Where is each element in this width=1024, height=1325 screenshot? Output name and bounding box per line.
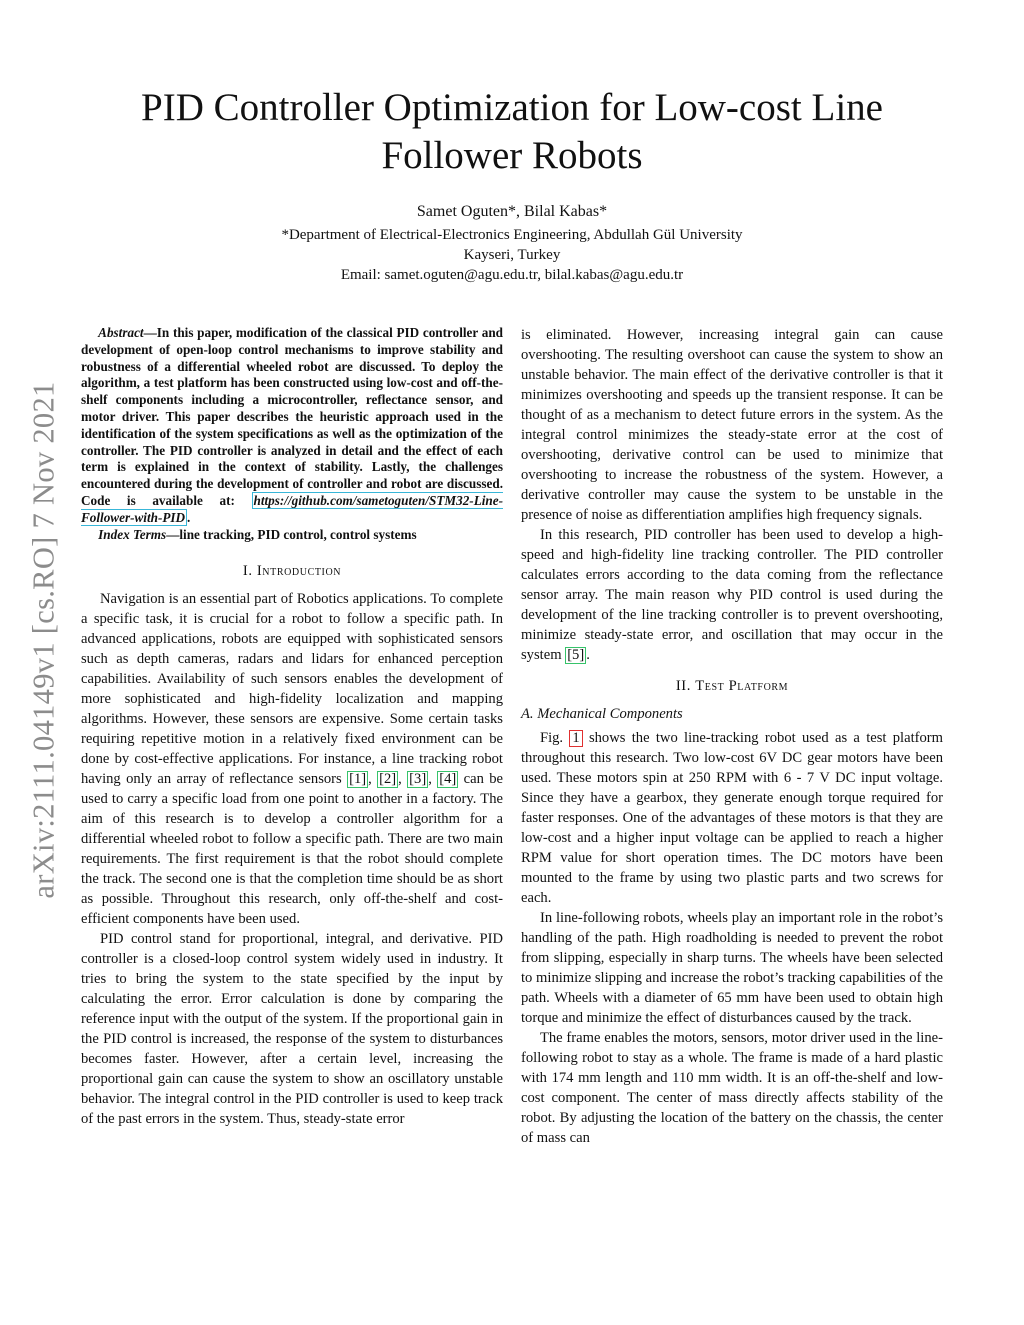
intro-paragraph-1: Navigation is an essential part of Robotics applications. To complete a specific task, it is crucial for a robot to follow a specific path. In advanced applications, robots are equipped with sophisticated sensors such as depth cameras, radars and lidars for enhanced perception capabilities. Availability of such sensors enables the development of more sophisticated and high-fidelity localization and mapping algorithms. However, these sensors are expensive. Some certain tasks requiring repetitive motion in a relatively fixed environment can be done by cost-effective applications. For instance, a line tracking robot having only an array of reflectance sensors [1] , [2] , [3] , [4] can be used to carry a specific load from one point to another in a factory. The aim of this research is to develop a controller algorithm for a differential wheeled robot to follow a specific path. There are two main requirements. The first requirement is that the robot should complete the track. The second one is that the completion time should be as short as possible. Throughout this research, only off-the-shelf and cost-efficient components have been used.: [81, 591, 504, 928]
figure-1-link[interactable]: 1: [569, 730, 582, 747]
citation-3[interactable]: [3]: [409, 771, 427, 788]
mechanical-paragraph-2: In line-following robots, wheels play an important role in the robot’s handling of the path. High roadholding is needed to prevent the robot from slipping, especially in sharp turns. The wheels have been selected to minimize slipping and increase the robot’s tracking capabilities of the path. Wheels with a diameter of 65 mm have been used to obtain high torque and minimize the effect of disturbances caused by the track.: [521, 910, 943, 1026]
section-heading-test-platform: II. Test Platform: [675, 678, 789, 694]
citation-4[interactable]: [4]: [439, 771, 457, 788]
github-link[interactable]: https://github.com/sametoguten/STM32-Line-Follower-with-PID: [81, 492, 503, 525]
paper-title: PID Controller Optimization for Low-cost Line Follower Robots: [141, 86, 883, 177]
abstract-label: Abstract: [98, 325, 144, 340]
email: Email: samet.oguten@agu.edu.tr, bilal.kabas@agu.edu.tr: [340, 267, 684, 283]
intro-paragraph-2: PID control stand for proportional, integral, and derivative. PID controller is a closed-loop control system widely used in industry. It tries to bring the system to the state specified by the input by calculating the error. Error calculation is done by comparing the reference input with the output of the system. If the proportional gain in the PID control is increased, the response of the system to disturbances becomes faster. However, after a certain level, increasing the proportional gain can cause the system to show an oscillatory unstable behavior. The integral control in the PID controller is used to keep track of the past errors in the system. Thus, steady-state error: [81, 931, 503, 1128]
citation-2[interactable]: [2]: [379, 771, 397, 788]
citation-5[interactable]: [5]: [567, 647, 585, 663]
index-terms-text: —line tracking, PID control, control systems: [166, 526, 417, 542]
mechanical-paragraph-1: Fig. 1 shows the two line-tracking robot used as a test platform throughout this research. Two low-cost 6V DC gear motors have been used. These motors spin at 250 RPM with 6 - 7 V DC input voltage. Since they have a gearbox, they generate enough torque required for faster responses. One of the advantages of these motors is that they are low-cost and a higher input voltage can be applied to reach a higher RPM value for short operation times. The DC motors have been mounted to the frame by using two plastic parts and two screws for each.: [521, 730, 943, 906]
index-terms-label: Index Terms: [98, 526, 167, 542]
subsection-mechanical-components: A. Mechanical Components: [521, 706, 683, 722]
arxiv-identifier[interactable]: arXiv:2111.04149v1 [cs.RO] 7 Nov 2021: [26, 381, 61, 899]
affiliation: *Department of Electrical-Electronics Engineering, Abdullah Gül University: [281, 227, 743, 243]
intro-paragraph-3: is eliminated. However, increasing integral gain can cause overshooting. The resulting overshoot can cause the system to show an unstable behavior. The main effect of the derivative controller is that it minimizes overshooting and speeds up the transient response. It can be thought of as a mechanism to detect future errors in the system. As the integral control minimizes the steady-state error at the cost of overshooting, derivative control can be used to minimize that overshooting to increase the robustness of the system. However, a derivative controller may cause the system to be unstable in the presence of noise as differentiation amplifies high frequency signals.: [521, 327, 943, 523]
mechanical-paragraph-3: The frame enables the motors, sensors, motor driver used in the line-following robot to stay as a whole. The frame is made of a hard plastic with 174 mm length and 110 mm width. It is an off-the-shelf and low-cost component. The center of mass directly affects stability of the robot. By adjusting the location of the battery on the chassis, the center of mass can: [521, 1030, 943, 1146]
right-column: [521, 325, 943, 1148]
intro-paragraph-4: In this research, PID controller has been used to develop a high-speed and high-fidelity line tracking controller. The PID controller calculates errors according to the data coming from the reflectance sensor array. The main reason why PID control is used during the development of the line tracking controller is to prevent overshooting, minimize steady-state error, and oscillation that may occur in the system [5] .: [521, 527, 943, 663]
section-heading-introduction: I. Introduction: [242, 563, 342, 580]
citation-1[interactable]: [1]: [349, 771, 367, 788]
index-terms: [81, 527, 503, 544]
location: Kayseri, Turkey: [463, 247, 561, 263]
left-column: [81, 325, 503, 1129]
abstract: Abstract—In this paper, modification of the classical PID controller and development of open-loop control mechanisms to improve stability and robustness of a differential wheeled robot are discussed. To deploy the algorithm, a test platform has been constructed using low-cost and off-the-shelf components including a microcontroller, reflectance sensor, and motor driver. This paper describes the heuristic approach used in the identification of the system specifications as well as the optimization of the controller. The PID controller is analyzed in detail and the effect of each term is explained in the context of stability. Lastly, the challenges encountered during the development of controller and robot are discussed. Code is available at: https://github.com/sametoguten/STM32-Line-Follower-with-PID .: [81, 325, 503, 525]
authors: Samet Oguten*, Bilal Kabas*: [416, 203, 608, 220]
abstract-text: —In this paper, modification of the classical PID controller and development of open-loop control mechanisms to improve stability and robustness of a differential wheeled robot are discussed. To deploy the algorithm, a test platform has been constructed using low-cost and off-the-shelf components including a microcontroller, reflectance sensor, and motor driver. This paper describes the heuristic approach used in the identification of the system specifications as well as the optimization of the controller. The PID controller is analyzed in detail and the effect of each term is explained in the context of stability. Lastly, the challenges encountered during the development of controller and robot are discussed. Code is available at:: [81, 325, 503, 508]
